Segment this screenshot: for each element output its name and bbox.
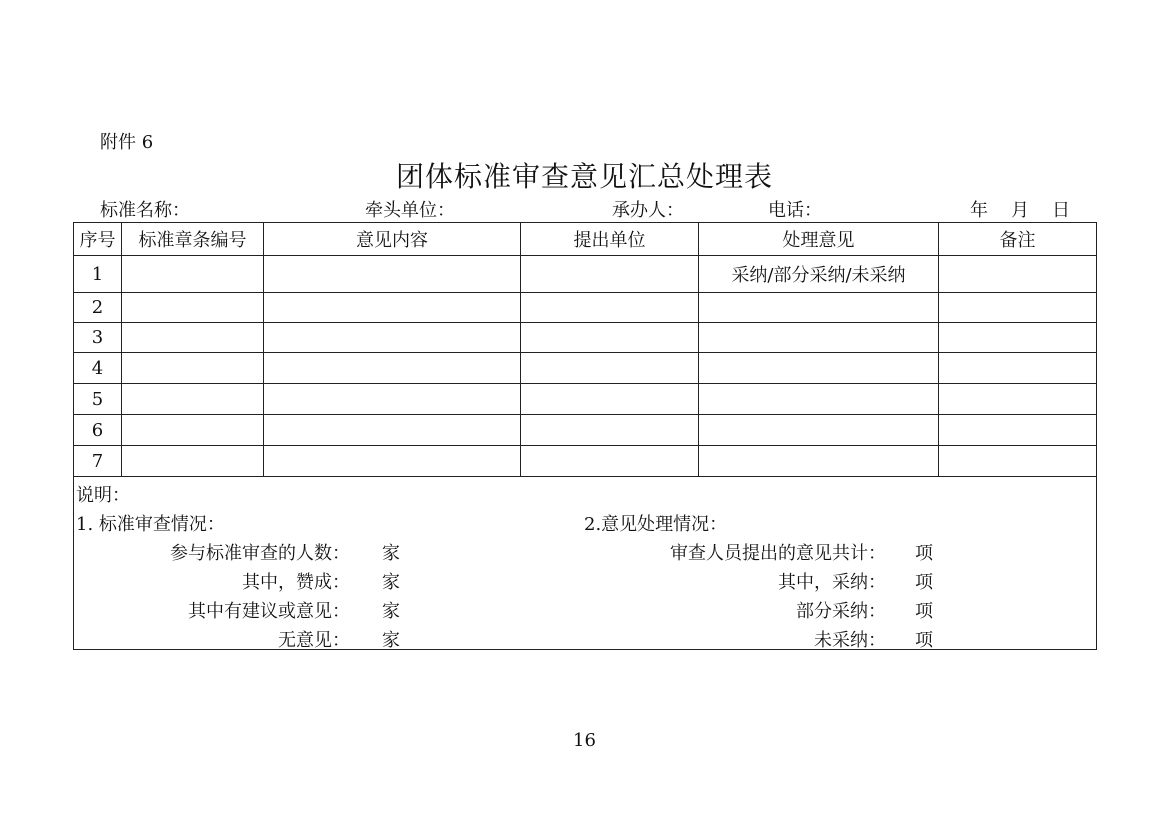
handling-cell[interactable]: [699, 415, 939, 446]
content-cell[interactable]: [264, 446, 521, 477]
remark-cell[interactable]: [939, 415, 1097, 446]
remark-cell[interactable]: [939, 353, 1097, 384]
column-header-content: 意见内容: [264, 223, 521, 256]
unit-cell[interactable]: [521, 353, 699, 384]
adopted-count-label: 其中，采纳：: [778, 572, 886, 593]
lead-unit-label: 牵头单位：: [365, 200, 455, 221]
adopted-count-unit: 项: [915, 572, 933, 593]
table-row: [74, 384, 1097, 415]
clause-cell[interactable]: [122, 446, 264, 477]
page-number: 16: [573, 730, 596, 751]
row-number: 1: [74, 256, 122, 293]
clause-cell[interactable]: [122, 415, 264, 446]
handling-cell[interactable]: [699, 384, 939, 415]
reviewer-count-unit: 家: [382, 543, 400, 564]
table-row: [74, 446, 1097, 477]
table-row: [74, 323, 1097, 353]
column-header-no: 序号: [74, 223, 122, 256]
clause-cell[interactable]: [122, 384, 264, 415]
reviewer-count-label: 参与标准审查的人数：: [170, 543, 350, 564]
content-cell[interactable]: [264, 323, 521, 353]
approve-count-label: 其中，赞成：: [242, 572, 350, 593]
handling-cell[interactable]: 采纳/部分采纳/未采纳: [699, 256, 939, 293]
attachment-label: 附件 6: [100, 132, 154, 153]
unit-cell[interactable]: [521, 323, 699, 353]
standard-name-label: 标准名称：: [100, 200, 190, 221]
row-number: 2: [74, 293, 122, 323]
column-header-clause: 标准章条编号: [122, 223, 264, 256]
handling-cell[interactable]: [699, 293, 939, 323]
column-header-unit: 提出单位: [521, 223, 699, 256]
unit-cell[interactable]: [521, 256, 699, 293]
remark-cell[interactable]: [939, 256, 1097, 293]
not-adopted-unit: 项: [915, 630, 933, 650]
row-number: 6: [74, 415, 122, 446]
table-row: [74, 353, 1097, 384]
summary-table: [73, 222, 1097, 650]
review-status-title: 1. 标准审查情况：: [76, 514, 225, 535]
no-opinion-count-label: 无意见：: [278, 630, 350, 650]
suggestion-count-unit: 家: [382, 601, 400, 622]
approve-count-unit: 家: [382, 572, 400, 593]
column-header-handling: 处理意见: [699, 223, 939, 256]
partially-adopted-label: 部分采纳：: [796, 601, 886, 622]
unit-cell[interactable]: [521, 415, 699, 446]
notes-cell: [74, 477, 1097, 650]
handling-cell[interactable]: [699, 446, 939, 477]
no-opinion-count-unit: 家: [382, 630, 400, 650]
phone-label: 电话：: [768, 200, 822, 221]
unit-cell[interactable]: [521, 446, 699, 477]
content-cell[interactable]: [264, 353, 521, 384]
content-cell[interactable]: [264, 256, 521, 293]
unit-cell[interactable]: [521, 293, 699, 323]
handler-label: 承办人：: [612, 200, 684, 221]
notes-heading: 说明：: [76, 485, 130, 506]
table-header-row: [74, 223, 1097, 256]
month-label: 月: [1011, 200, 1029, 221]
clause-cell[interactable]: [122, 353, 264, 384]
notes-row: [74, 477, 1097, 650]
not-adopted-label: 未采纳：: [814, 630, 886, 650]
form-title: 团体标准审查意见汇总处理表: [395, 160, 773, 193]
unit-cell[interactable]: [521, 384, 699, 415]
column-header-remark: 备注: [939, 223, 1097, 256]
table-row: [74, 415, 1097, 446]
remark-cell[interactable]: [939, 323, 1097, 353]
handling-status-title: 2.意见处理情况：: [584, 514, 728, 535]
clause-cell[interactable]: [122, 256, 264, 293]
total-opinions-unit: 项: [915, 543, 933, 564]
suggestion-count-label: 其中有建议或意见：: [188, 601, 350, 622]
day-label: 日: [1052, 200, 1070, 221]
clause-cell[interactable]: [122, 293, 264, 323]
clause-cell[interactable]: [122, 323, 264, 353]
row-number: 4: [74, 353, 122, 384]
table-row: [74, 256, 1097, 293]
row-number: 5: [74, 384, 122, 415]
handling-cell[interactable]: [699, 323, 939, 353]
table-row: [74, 293, 1097, 323]
handling-cell[interactable]: [699, 353, 939, 384]
content-cell[interactable]: [264, 384, 521, 415]
partially-adopted-unit: 项: [915, 601, 933, 622]
content-cell[interactable]: [264, 293, 521, 323]
row-number: 3: [74, 323, 122, 353]
row-number: 7: [74, 446, 122, 477]
remark-cell[interactable]: [939, 384, 1097, 415]
remark-cell[interactable]: [939, 293, 1097, 323]
year-label: 年: [970, 200, 988, 221]
total-opinions-label: 审查人员提出的意见共计：: [670, 543, 886, 564]
remark-cell[interactable]: [939, 446, 1097, 477]
content-cell[interactable]: [264, 415, 521, 446]
